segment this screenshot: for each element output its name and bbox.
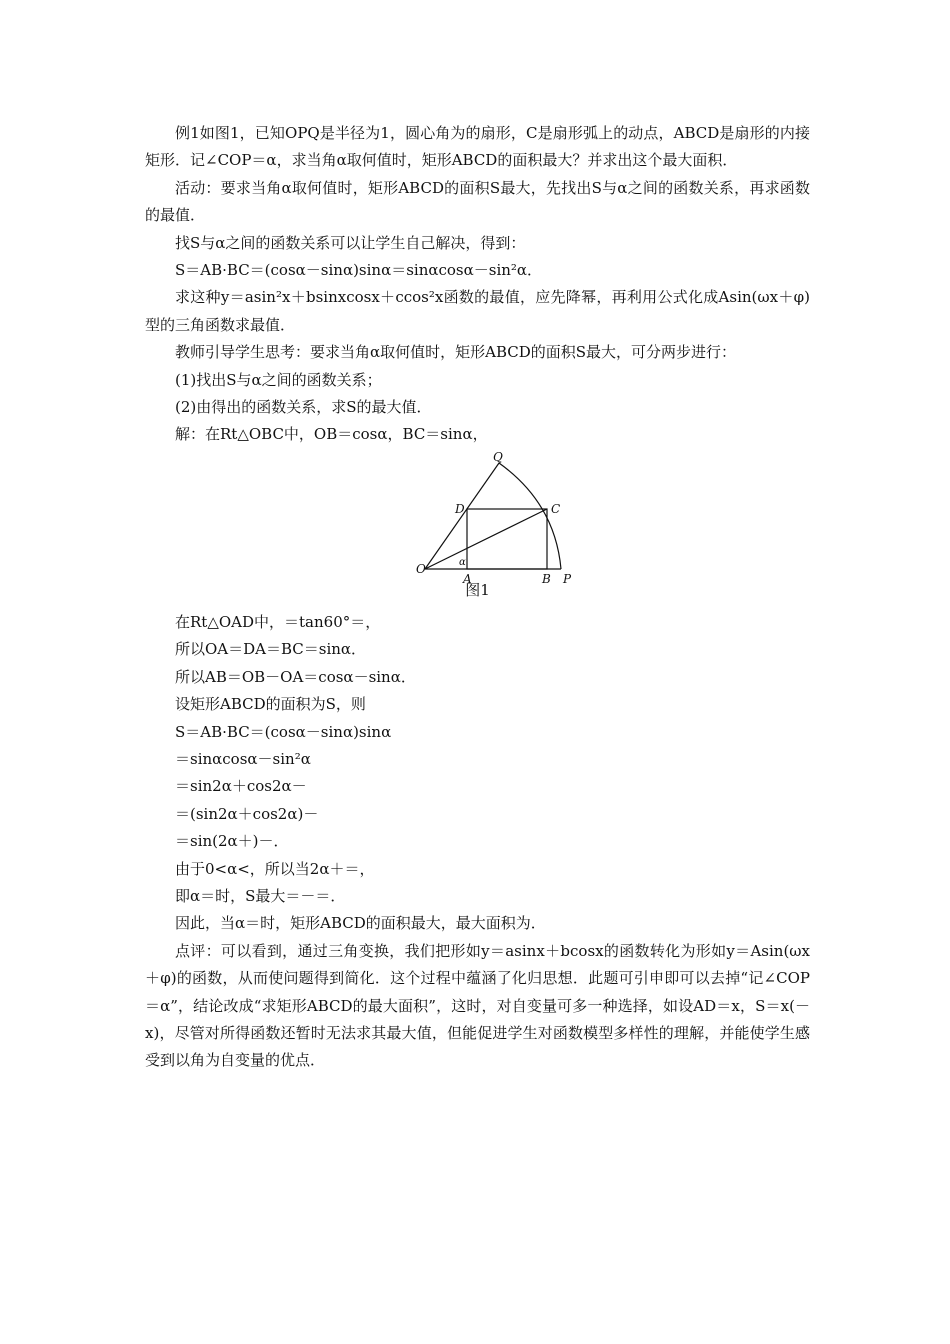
label-b: B bbox=[542, 571, 551, 586]
paragraph-example: 例1如图1，已知OPQ是半径为1，圆心角为的扇形，C是扇形弧上的动点，ABCD是扇形的内接矩形．记∠COP＝α，求当角α取何值时，矩形ABCD的面积最大？并求出这个最大面积． bbox=[145, 124, 810, 170]
line-ab: 所以AB＝OB－OA＝cosα－sinα． bbox=[175, 667, 416, 686]
label-c: C bbox=[551, 501, 561, 516]
line-step-1: ＝sinαcosα－sin²α bbox=[175, 749, 311, 768]
label-p: P bbox=[563, 571, 572, 586]
figure-caption: 图1 bbox=[465, 580, 490, 599]
label-d: D bbox=[455, 501, 465, 516]
arc-pq bbox=[499, 463, 561, 569]
label-o: O bbox=[416, 561, 426, 576]
line-set-s: 设矩形ABCD的面积为S，则 bbox=[175, 695, 366, 714]
paragraph-teacher-guide: 教师引导学生思考：要求当角α取何值时，矩形ABCD的面积S最大，可分两步进行： bbox=[175, 343, 737, 362]
formula-area: S＝AB·BC＝(cosα－sinα)sinα＝sinαcosα－sin²α． bbox=[175, 261, 543, 280]
document-body bbox=[145, 120, 810, 1075]
line-step-4: ＝sin(2α＋)－． bbox=[175, 832, 289, 851]
line-s-eq: S＝AB·BC＝(cosα－sinα)sinα bbox=[175, 722, 392, 741]
paragraph-comment: 点评：可以看到，通过三角变换，我们把形如y＝asinx＋bcosx的函数转化为形如y＝Asin(ωx＋φ)的函数，从而使问题得到简化．这个过程中蕴涵了化归思想．此题可引申即可以去掉“记∠COP＝α”，结论改成“求矩形ABCD的最大面积”，这时，对自变量可多一种选择，如设AD＝x，S＝x(－x)，尽管对所得函数还暂时无法求其最大值，但能促进学生对函数模型多样性的理解，并能使学生感受到以角为自变量的优点． bbox=[145, 941, 810, 1070]
radius-oq bbox=[425, 463, 499, 569]
label-q: Q bbox=[493, 449, 503, 464]
line-conclusion: 因此，当α＝时，矩形ABCD的面积最大，最大面积为． bbox=[175, 914, 546, 933]
line-step-2: ＝sin2α＋cos2α－ bbox=[175, 777, 307, 796]
step-two: (2)由得出的函数关系，求S的最大值． bbox=[175, 398, 432, 417]
segment-oc bbox=[425, 509, 547, 569]
line-max: 即α＝时，S最大＝－＝． bbox=[175, 886, 346, 905]
step-one: (1)找出S与α之间的函数关系； bbox=[175, 370, 382, 389]
solution-start: 解：在Rt△OBC中，OB＝cosα，BC＝sinα， bbox=[175, 425, 488, 444]
sector-diagram bbox=[415, 449, 572, 586]
figure-1 bbox=[145, 449, 810, 603]
line-oa: 所以OA＝DA＝BC＝sinα． bbox=[175, 640, 367, 659]
rectangle-abcd bbox=[467, 509, 547, 569]
paragraph-activity: 活动：要求当角α取何值时，矩形ABCD的面积S最大，先找出S与α之间的函数关系，再求函数的最值． bbox=[145, 178, 810, 225]
paragraph-reduce-power: 求这种y＝asin²x＋bsinxcosx＋ccos²x函数的最值，应先降幂，再利用公式化成Asin(ωx＋φ)型的三角函数求最值． bbox=[145, 288, 810, 334]
label-a: A bbox=[463, 571, 472, 586]
line-range: 由于0<α<，所以当2α＋＝， bbox=[175, 859, 375, 878]
line-step-3: ＝(sin2α＋cos2α)－ bbox=[175, 804, 319, 823]
label-alpha: α bbox=[459, 556, 466, 568]
paragraph-find-relation: 找S与α之间的函数关系可以让学生自己解决，得到： bbox=[175, 233, 526, 252]
line-rt-oad: 在Rt△OAD中，＝tan60°＝， bbox=[175, 612, 381, 631]
